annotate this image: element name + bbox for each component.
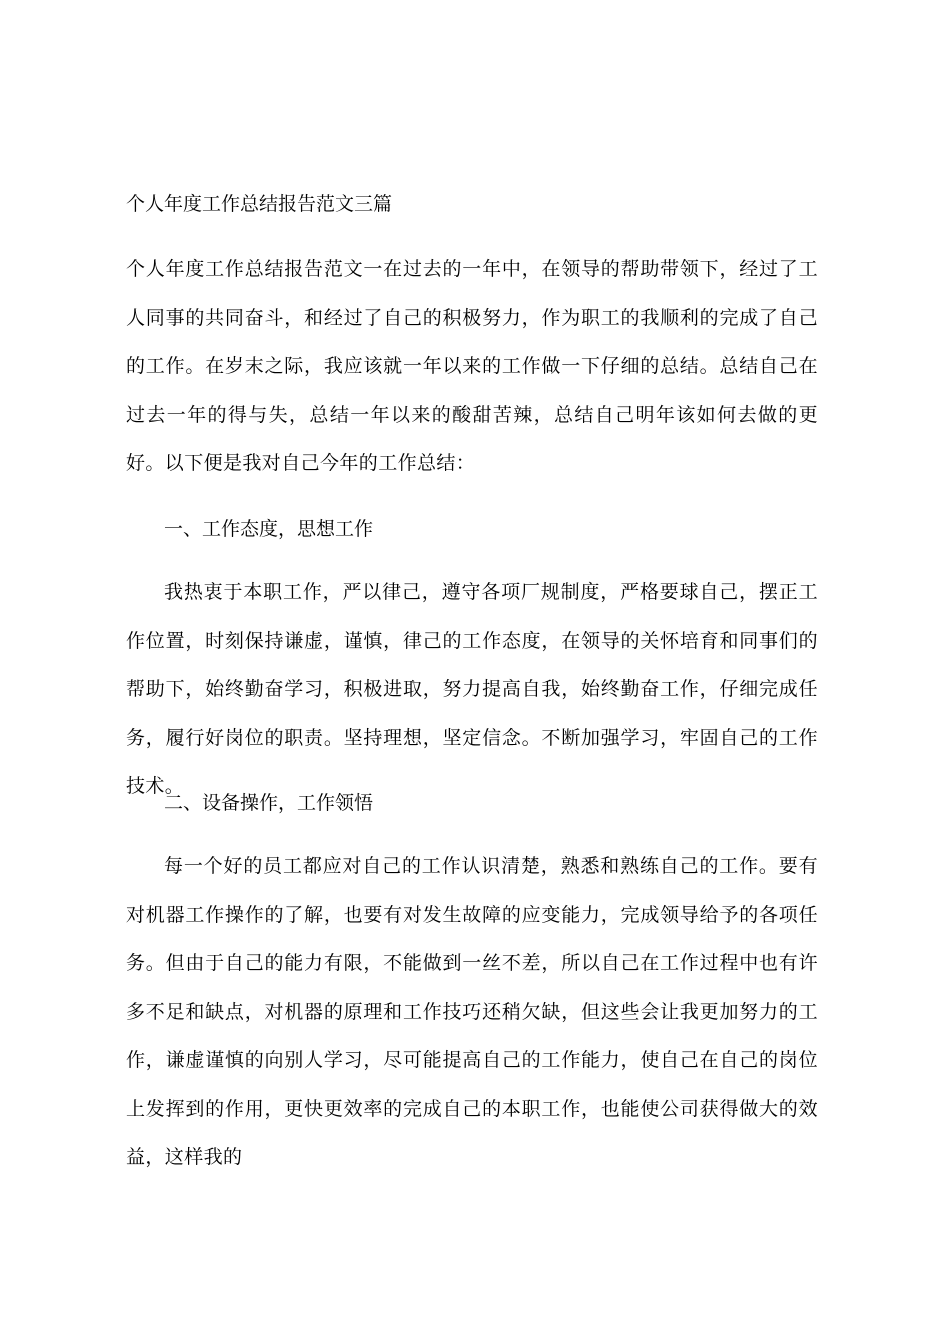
section-heading-1: 一、工作态度，思想工作: [164, 518, 374, 540]
section-body-2: 每一个好的员工都应对自己的工作认识清楚，熟悉和熟练自己的工作。要有对机器工作操作的了解，也要有对发生故障的应变能力，完成领导给予的各项任务。但由于自己的能力有限，不能做到一丝不差，所以自己在工作过程中也有许多不足和缺点，对机器的原理和工作技巧还稍欠缺，但这些会让我更加努力的工作，谦虚谨慎的向别人学习，尽可能提高自己的工作能力，使自己在自己的岗位上发挥到的作用，更快更效率的完成自己的本职工作，也能使公司获得做大的效益，这样我的: [126, 855, 818, 1168]
section-body-1: 我热衷于本职工作，严以律己，遵守各项厂规制度，严格要球自己，摆正工作位置，时刻保持谦虚，谨慎，律己的工作态度，在领导的关怀培育和同事们的帮助下，始终勤奋学习，积极进取，努力提高自我，始终勤奋工作，仔细完成任务，履行好岗位的职责。坚持理想，坚定信念。不断加强学习，牢固自己的工作技术。: [126, 581, 818, 797]
intro-paragraph: 个人年度工作总结报告范文一在过去的一年中，在领导的帮助带领下，经过了工人同事的共同奋斗，和经过了自己的积极努力，作为职工的我顺利的完成了自己的工作。在岁末之际，我应该就一年以来的工作做一下仔细的总结。总结自己在过去一年的得与失，总结一年以来的酸甜苦辣，总结自己明年该如何去做的更好。以下便是我对自己今年的工作总结：: [126, 258, 818, 474]
section-heading-2: 二、设备操作，工作领悟: [164, 792, 374, 814]
document-title: 个人年度工作总结报告范文三篇: [126, 193, 393, 215]
